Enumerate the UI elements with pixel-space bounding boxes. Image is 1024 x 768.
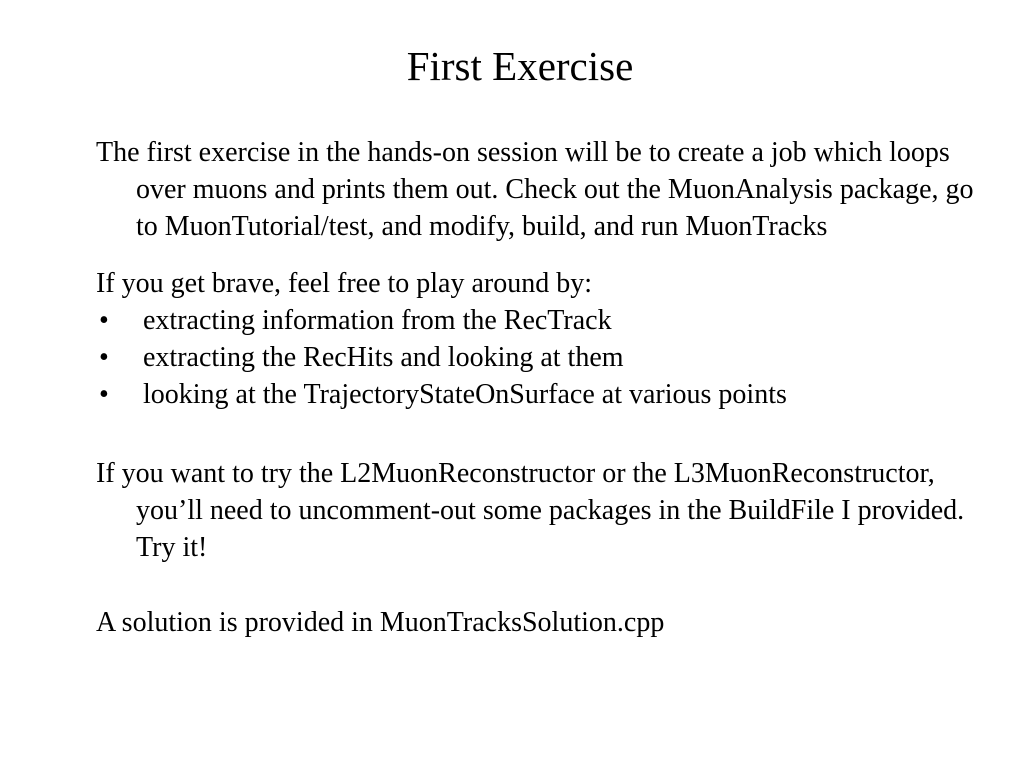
paragraph-reconstructor: If you want to try the L2MuonReconstructor or the L3MuonReconstructor, you’ll need to uncomment-out some packages in the BuildFile I provided. Try it!	[96, 458, 965, 563]
bullet-icon: •	[99, 379, 109, 410]
paragraph-brave-intro: If you get brave, feel free to play around by:	[96, 268, 593, 299]
brave-section	[96, 265, 976, 413]
bullet-item	[96, 376, 976, 413]
bullet-text: looking at the TrajectoryStateOnSurface at various points	[143, 379, 787, 410]
slide-body	[96, 134, 976, 641]
slide-title: First Exercise	[406, 43, 634, 89]
bullet-item	[96, 302, 976, 339]
bullet-text: extracting information from the RecTrack	[143, 305, 612, 336]
paragraph-first-exercise: The first exercise in the hands-on session will be to create a job which loops over muons and prints them out. Check out the MuonAnalysis package, go to MuonTutorial/test, and modify, build, and run MuonTracks	[96, 137, 974, 242]
bullet-icon: •	[99, 342, 109, 373]
paragraph-solution: A solution is provided in MuonTracksSolution.cpp	[96, 607, 665, 638]
bullet-icon: •	[99, 305, 109, 336]
bullet-item	[96, 339, 976, 376]
bullet-text: extracting the RecHits and looking at them	[143, 342, 624, 373]
